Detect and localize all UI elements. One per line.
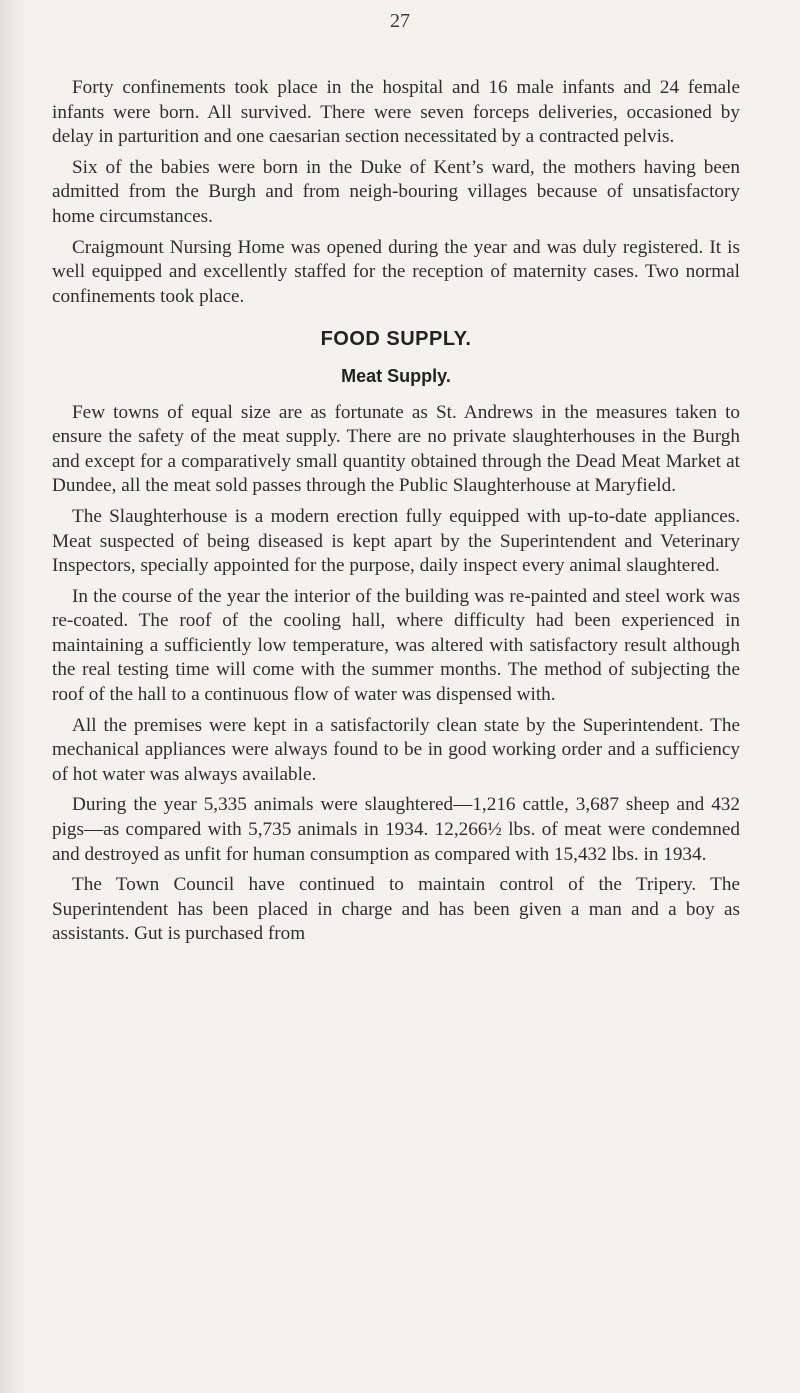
paragraph-repainting: In the course of the year the interior of the building was re-painted and steel work was re-coated. The roof of the cooling hall, where difficulty had been experienced in maintaining a sufficiently low temperature, was altered with satisfactory result although the real testing time will come with the summer months. The method of subjecting the roof of the hall to a continuous flow of water was dispensed with. [52,585,740,706]
paragraph-premises-clean: All the premises were kept in a satisfactorily clean state by the Superintendent. The mechanical appliances were always found to be in good working order and a sufficiency of hot water was always available. [52,714,740,785]
section-heading-food-supply: FOOD SUPPLY. [320,328,472,351]
page-body [52,76,740,953]
paragraph-confinements: Forty confinements took place in the hospital and 16 male infants and 24 female infants were born. All survived. There were seven forceps deliveries, occasioned by delay in parturition and one caesarian section necessitated by a contracted pelvis. [52,77,740,148]
page-number: 27 [390,10,410,32]
paragraph-animals-slaughtered: During the year 5,335 animals were slaughtered—1,216 cattle, 3,687 sheep and 432 pigs—as compared with 5,735 animals in 1934. 12,266½ lbs. of meat were condemned and destroyed as unfit for human consumption as compared with 15,432 lbs. in 1934. [52,794,740,865]
subheading-meat-supply: Meat Supply. [341,365,451,386]
paragraph-slaughterhouse: The Slaughterhouse is a modern erection fully equipped with up-to-date appliances. Meat suspected of being diseased is kept apart by the Superintendent and Veterinary Inspectors, specially appointed for the purpose, daily inspect every animal slaughtered. [52,505,740,577]
paragraph-meat-safety: Few towns of equal size are as fortunate as St. Andrews in the measures taken to ensure the safety of the meat supply. There are no private slaughterhouses in the Burgh and except for a comparatively small quantity obtained through the Dead Meat Market at Dundee, all the meat sold passes through the Public Slaughterhouse at Maryfield. [52,401,740,497]
paragraph-tripery: The Town Council have continued to maintain control of the Tripery. The Superintendent has been placed in charge and has been given a man and a boy as assistants. Gut is purchased from [52,874,740,945]
paragraph-duke-of-kent-ward: Six of the babies were born in the Duke of Kent’s ward, the mothers having been admitted from the Burgh and from neigh-bouring villages because of unsatisfactory home circumstances. [52,156,740,227]
paragraph-craigmount-nursing-home: Craigmount Nursing Home was opened during the year and was duly registered. It is well equipped and excellently staffed for the reception of maternity cases. Two normal confinements took place. [52,236,740,307]
page-edge-shadow [0,0,26,1393]
